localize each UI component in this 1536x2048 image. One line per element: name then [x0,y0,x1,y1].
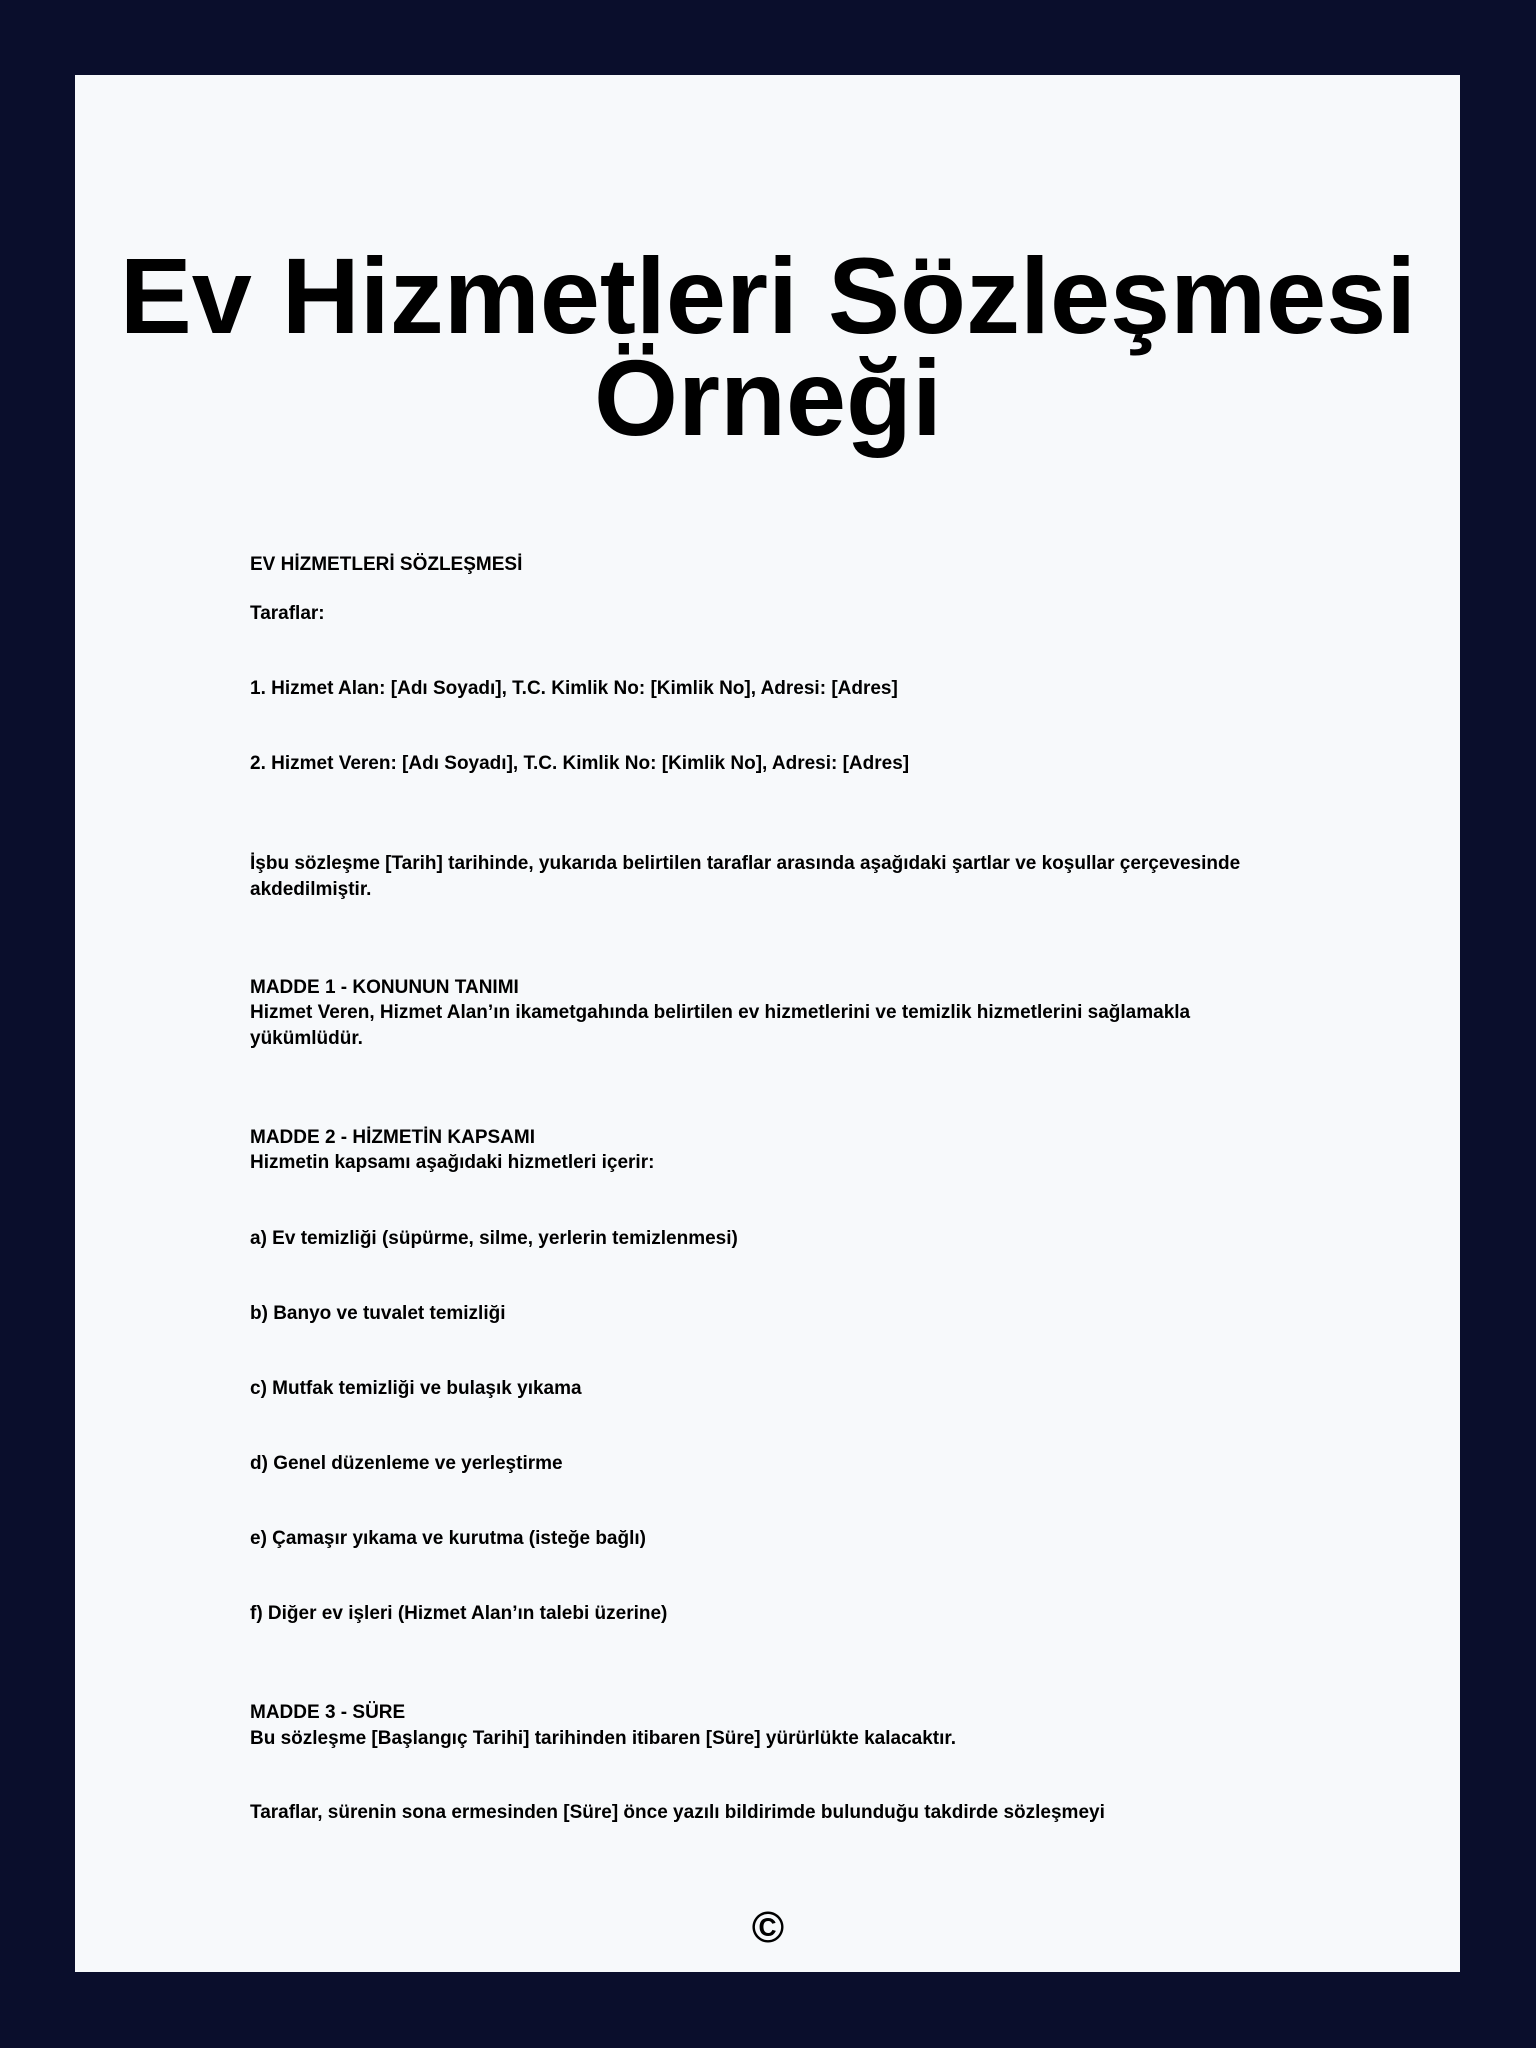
list-item: f) Diğer ev işleri (Hizmet Alan’ın talebi üzerine) [250,1603,668,1624]
list-item: e) Çamaşır yıkama ve kurutma (isteğe bağlı) [250,1528,646,1549]
madde-3-title: MADDE 3 - SÜRE [250,1702,406,1723]
madde-3-text: Bu sözleşme [Başlangıç Tarihi] tarihinden itibaren [Süre] yürürlükte kalacaktır. [250,1728,957,1749]
parties-label: Taraflar: [250,603,325,624]
party-2: 2. Hizmet Veren: [Adı Soyadı], T.C. Kimlik No: [Kimlik No], Adresi: [Adres] [250,753,910,774]
madde-2-title: MADDE 2 - HİZMETİN KAPSAMI [250,1127,535,1148]
page-title: Ev Hizmetleri Sözleşmesi Örneği [119,235,1417,458]
madde-3-text-2: Taraflar, sürenin sona ermesinden [Süre] önce yazılı bildirimde bulunduğu takdirde sözleşmeyi [250,1802,1105,1823]
madde-1-title: MADDE 1 - KONUNUN TANIMI [250,977,519,998]
list-item: d) Genel düzenleme ve yerleştirme [250,1453,563,1474]
intro-paragraph: İşbu sözleşme [Tarih] tarihinde, yukarıda belirtilen taraflar arasında aşağıdaki şartlar ve koşullar çerçevesinde akdedilmiştir. [250,853,1241,900]
list-item: c) Mutfak temizliği ve bulaşık yıkama [250,1378,582,1399]
madde-2-text: Hizmetin kapsamı aşağıdaki hizmetleri içerir: [250,1152,655,1173]
party-1: 1. Hizmet Alan: [Adı Soyadı], T.C. Kimlik No: [Kimlik No], Adresi: [Adres] [250,678,898,699]
list-item: a) Ev temizliği (süpürme, silme, yerlerin temizlenmesi) [250,1228,738,1249]
madde-1-text: Hizmet Veren, Hizmet Alan’ın ikametgahında belirtilen ev hizmetlerini ve temizlik hizmetlerini sağlamakla yükümlüdür. [250,1002,1191,1049]
list-item: b) Banyo ve tuvalet temizliği [250,1303,506,1324]
contract-heading: EV HİZMETLERİ SÖZLEŞMESİ [250,554,523,575]
copyright-icon: © [751,1903,785,1952]
